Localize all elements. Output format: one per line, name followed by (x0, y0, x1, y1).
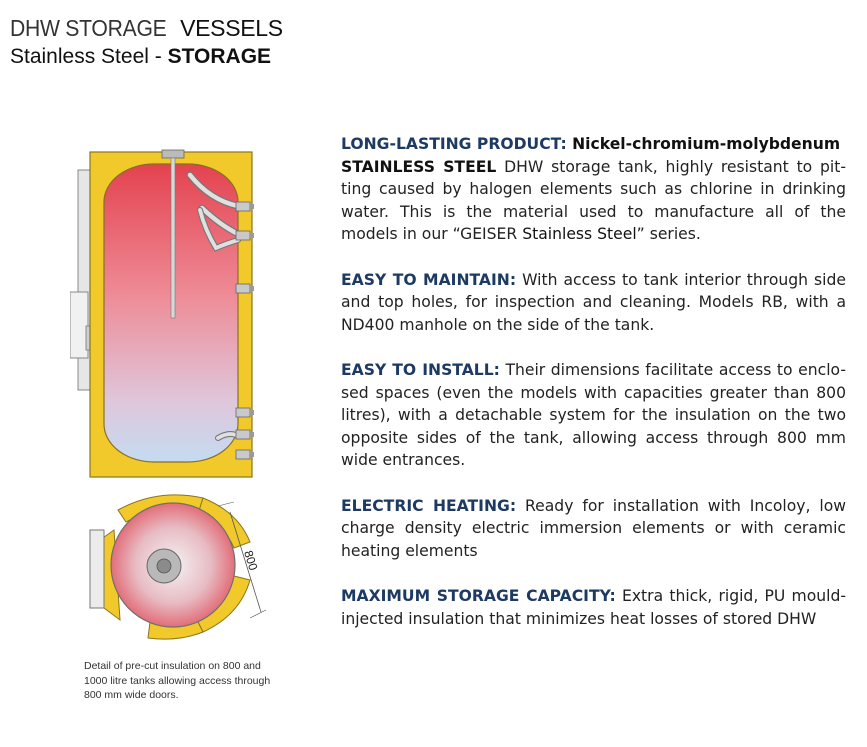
dip-tube (171, 158, 175, 318)
emph-series: Stainless Steel (522, 225, 637, 243)
page-subtitle (10, 42, 283, 72)
subtitle-normal: Stainless Steel - (10, 45, 168, 68)
body-maintain: With access to tank interior through side and top holes, for inspection and cleaning. Models RB, with a ND400 manhole on the side of the tank. (341, 270, 846, 334)
subtitle-bold: STORAGE (167, 45, 272, 68)
emph-stainless: STAINLESS STEEL (341, 157, 497, 176)
feature-maintain (341, 269, 846, 337)
body-electric-heating: Ready for installation with Incoloy, low charge density electric immersion elements or with ceramic heating elements (341, 496, 847, 560)
inspection-cover (70, 292, 88, 358)
body-install: Their dimensions facilitate access to enclo-sed spaces (even the models with capacities greater than 800 litres), with a detachable system for the insulation on the two opposite sides of the tank, allowing access through 800 mm wide entrances. (341, 361, 846, 469)
tank-plan-view-illustration (78, 490, 278, 645)
heading-storage-capacity: MAXIMUM STORAGE CAPACITY: (341, 587, 616, 605)
heading-maintain: EASY TO MAINTAIN: (341, 270, 517, 289)
body-long-lasting-2: ” series. (636, 225, 701, 243)
emph-material: Nickel-chromium-molybdenum (566, 135, 841, 153)
page-header (10, 14, 283, 72)
tank-elevation-illustration (70, 140, 270, 485)
title-heavy: VESSELS (180, 15, 283, 41)
feature-electric-heating (341, 495, 846, 563)
feature-list (341, 133, 846, 653)
figure-caption: Detail of pre-cut insulation on 800 and 1000 litre tanks allowing access through 800 mm wide doors. (84, 660, 271, 701)
feature-long-lasting (341, 133, 846, 246)
heading-install: EASY TO INSTALL: (341, 361, 500, 379)
heading-electric-heating: ELECTRIC HEATING: (341, 496, 517, 515)
page-title (10, 14, 283, 42)
title-light: DHW STORAGE (10, 15, 167, 41)
feature-storage-capacity (341, 585, 846, 630)
body-storage-capacity: Extra thick, rigid, PU mould-injected insulation that minimizes heat losses of stored DHW (341, 587, 846, 628)
feature-install (341, 359, 846, 472)
body-long-lasting-1: DHW storage tank, highly resistant to pit-ting caused by halogen elements such as chlorine in drinking water. This is the material used to manufacture all of the models in our “GEISER (341, 157, 846, 243)
dimension-label: 800 (241, 548, 261, 573)
heading-long-lasting: LONG-LASTING PRODUCT: (341, 135, 567, 153)
